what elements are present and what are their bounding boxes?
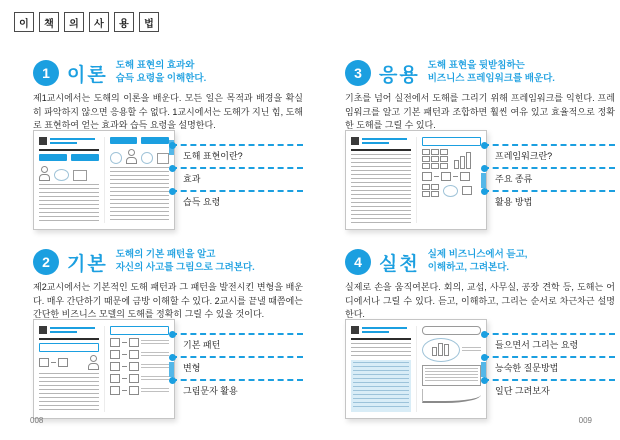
- mini-chapter-icon: [39, 326, 47, 334]
- subtitle-line: 비즈니스 프레임워크를 배운다.: [427, 73, 555, 84]
- callout-list: [171, 130, 303, 230]
- mini-blue-label: [141, 137, 169, 144]
- section-header: [345, 57, 615, 89]
- callout-dashed-line: [483, 190, 615, 192]
- callout-label: 변형: [183, 363, 201, 373]
- mini-chapter-icon: [351, 326, 359, 334]
- callout-dot: [169, 142, 176, 149]
- mini-sketch-cloud: [422, 338, 482, 362]
- mini-sketch-panel: [422, 365, 482, 386]
- thumbnail-right-page: [104, 326, 170, 412]
- mini-illustration: [39, 164, 99, 181]
- section-body: 제1교시에서는 도해의 이론을 배운다. 모든 일은 목적과 배경을 확실히 파악하지 않으면 응용할 수 없다. 1교시에서는 도해가 지닌 힘, 도해로 표현하여 얻는 효과와 습득 요령을 설명한다.: [33, 93, 303, 129]
- title-char-box: 용: [114, 12, 134, 32]
- mini-flow-diagram: [422, 172, 482, 181]
- mini-rule: [351, 149, 411, 151]
- callout-dot: [169, 377, 176, 384]
- callout-dashed-line: [483, 167, 615, 169]
- mini-bookmark-tab: [481, 362, 486, 377]
- mini-pattern-row: [110, 386, 170, 395]
- section-header: [33, 57, 303, 89]
- thumbnail-left-page: [351, 137, 411, 223]
- page-number-right: 009: [578, 416, 592, 425]
- mini-bookmark-tab: [169, 362, 174, 377]
- chapter3-page-thumbnail: [345, 130, 487, 230]
- section-subtitle: [428, 249, 528, 275]
- mini-text-lines: [351, 154, 411, 223]
- callout-label: 주요 종류: [495, 174, 533, 184]
- callout: [171, 356, 303, 374]
- title-char-box: 사: [89, 12, 109, 32]
- callout-label: 도해 표현이란?: [183, 151, 243, 161]
- callout-dashed-line: [171, 379, 303, 381]
- callout-dot: [481, 354, 488, 361]
- section-visual: [33, 130, 303, 230]
- callout-dot: [481, 188, 488, 195]
- section-visual: [345, 130, 615, 230]
- mini-rule: [39, 338, 99, 340]
- callout-dashed-line: [483, 379, 615, 381]
- callout-dot: [169, 331, 176, 338]
- section-number-badge: 1: [33, 60, 59, 86]
- mini-blue-label: [39, 154, 67, 161]
- mini-pattern-row: [110, 362, 170, 371]
- callout-dot: [169, 165, 176, 172]
- callout: [483, 379, 615, 397]
- thumbnail-left-page: [39, 326, 99, 412]
- mini-text-lines: [110, 167, 170, 223]
- callout-label: 그림문자 활용: [183, 386, 238, 396]
- section-body: 제2교시에서는 기본적인 도해 패턴과 그 패턴을 발전시킨 변형을 배운다. 매우 간단하기 때문에 금방 이해할 수 있다. 2교시를 끝낼 때쯤에는 간단한 비즈니스 모델의 도해를 정확히 그릴 수 있을 것이다.: [33, 282, 303, 318]
- subtitle-line: 도해 표현의 효과와: [115, 60, 195, 72]
- mini-blue-label: [110, 137, 138, 144]
- callout: [483, 356, 615, 374]
- mini-rule: [351, 338, 411, 340]
- section-title: 기본: [67, 253, 108, 275]
- mini-rule: [39, 149, 99, 151]
- mini-bookmark-tab: [481, 173, 486, 188]
- section-application: [345, 57, 615, 230]
- section-subtitle: [116, 249, 255, 275]
- subtitle-line: 이해하고, 그려본다.: [427, 262, 510, 273]
- callout-dot: [481, 377, 488, 384]
- section-visual: [33, 319, 303, 419]
- callout-dashed-line: [171, 190, 303, 192]
- callout: [171, 333, 303, 351]
- mini-title-lines: [50, 326, 99, 335]
- subtitle-line: 실제 비즈니스에서 듣고,: [427, 249, 528, 261]
- callout-list: [483, 319, 615, 419]
- callout-label: 일단 그려보자: [495, 386, 550, 396]
- callout-dot: [481, 331, 488, 338]
- callout: [171, 167, 303, 185]
- callout-dashed-line: [171, 356, 303, 358]
- thumbnail-right-page: [416, 326, 482, 412]
- mini-outlined-header: [422, 326, 482, 335]
- mini-title-lines: [362, 326, 411, 335]
- callout-dashed-line: [171, 333, 303, 335]
- title-char-box: 법: [139, 12, 159, 32]
- mini-chapter-icon: [39, 137, 47, 145]
- callout: [483, 167, 615, 185]
- chapter2-page-thumbnail: [33, 319, 175, 419]
- mini-title-lines: [362, 137, 411, 146]
- callout-label: 프레임워크란?: [495, 151, 553, 161]
- chapter4-page-thumbnail: [345, 319, 487, 419]
- section-title: 이론: [67, 64, 108, 86]
- callout-label: 활용 방법: [495, 197, 533, 207]
- section-body: 실제로 손을 움직여본다. 회의, 교섭, 사무실, 공장 견학 등, 도해는 어디에서나 그릴 수 있다. 듣고, 이해하고, 그리는 순서로 차근차근 설명한다.: [345, 282, 615, 318]
- mini-text-lines: [39, 184, 99, 223]
- callout-list: [483, 130, 615, 230]
- section-header: [345, 246, 615, 278]
- mini-outlined-header: [39, 343, 99, 352]
- callout-label: 효과: [183, 174, 201, 184]
- mini-text-lines: [39, 373, 99, 412]
- subtitle-line: 도해의 기본 패턴을 알고: [115, 249, 216, 261]
- mini-pattern-row: [110, 350, 170, 359]
- section-theory: [33, 57, 303, 230]
- section-number-badge: 2: [33, 249, 59, 275]
- mini-outlined-header: [422, 137, 482, 146]
- mini-pattern-row: [110, 338, 170, 347]
- mini-outlined-header: [110, 326, 170, 335]
- section-header: [33, 246, 303, 278]
- callout-dot: [169, 188, 176, 195]
- callout-dashed-line: [171, 144, 303, 146]
- callout-dashed-line: [171, 167, 303, 169]
- section-number-badge: 3: [345, 60, 371, 86]
- thumbnail-right-page: [416, 137, 482, 223]
- mini-chapter-icon: [351, 137, 359, 145]
- thumbnail-right-page: [104, 137, 170, 223]
- callout-dashed-line: [483, 333, 615, 335]
- callout-label: 습득 요령: [183, 197, 221, 207]
- mini-framework-diagrams: [422, 149, 482, 169]
- callout-label: 기본 패턴: [183, 340, 221, 350]
- section-body: 기초를 넘어 실전에서 도해를 그리기 위해 프레임워크를 익힌다. 프레임워크를 알고 기본 패턴과 조합하면 훨씬 여유 있고 효율적으로 정확한 도해를 그릴 수 있다.: [345, 93, 615, 129]
- callout-dot: [169, 354, 176, 361]
- callout: [483, 333, 615, 351]
- mini-sketch-curve: [422, 389, 482, 403]
- section-title: 실천: [379, 253, 420, 275]
- mini-highlight-block: [351, 360, 411, 412]
- section-visual: [345, 319, 615, 419]
- title-char-box: 의: [64, 12, 84, 32]
- section-subtitle: [116, 60, 207, 86]
- thumbnail-left-page: [39, 137, 99, 223]
- page-number-left: 008: [30, 416, 44, 425]
- subtitle-line: 자신의 사고를 그림으로 그려본다.: [115, 262, 255, 273]
- callout-dot: [481, 165, 488, 172]
- callout: [483, 144, 615, 162]
- title-char-box: 책: [39, 12, 59, 32]
- subtitle-line: 도해 표현을 뒷받침하는: [427, 60, 525, 72]
- mini-pattern-row: [110, 374, 170, 383]
- mini-cycle-diagram: [422, 184, 482, 197]
- callout-label: 능숙한 질문방법: [495, 363, 559, 373]
- callout: [171, 144, 303, 162]
- callout-label: 들으면서 그리는 요령: [495, 340, 579, 350]
- callout-dashed-line: [483, 356, 615, 358]
- callout: [171, 379, 303, 397]
- mini-illustration: [110, 147, 170, 164]
- callout-dashed-line: [483, 144, 615, 146]
- callout-list: [171, 319, 303, 419]
- section-basic: [33, 246, 303, 419]
- subtitle-line: 습득 요령을 이해한다.: [115, 73, 207, 84]
- mini-text-lines: [351, 343, 411, 357]
- callout-dot: [481, 142, 488, 149]
- mini-title-lines: [50, 137, 99, 146]
- callout: [171, 190, 303, 208]
- chapter1-page-thumbnail: [33, 130, 175, 230]
- mini-diagram: [39, 355, 99, 370]
- section-subtitle: [428, 60, 555, 86]
- page-title: [14, 12, 159, 32]
- section-practice: [345, 246, 615, 419]
- callout: [483, 190, 615, 208]
- mini-blue-label: [71, 154, 99, 161]
- section-number-badge: 4: [345, 249, 371, 275]
- title-char-box: 이: [14, 12, 34, 32]
- section-title: 응용: [379, 64, 420, 86]
- thumbnail-left-page: [351, 326, 411, 412]
